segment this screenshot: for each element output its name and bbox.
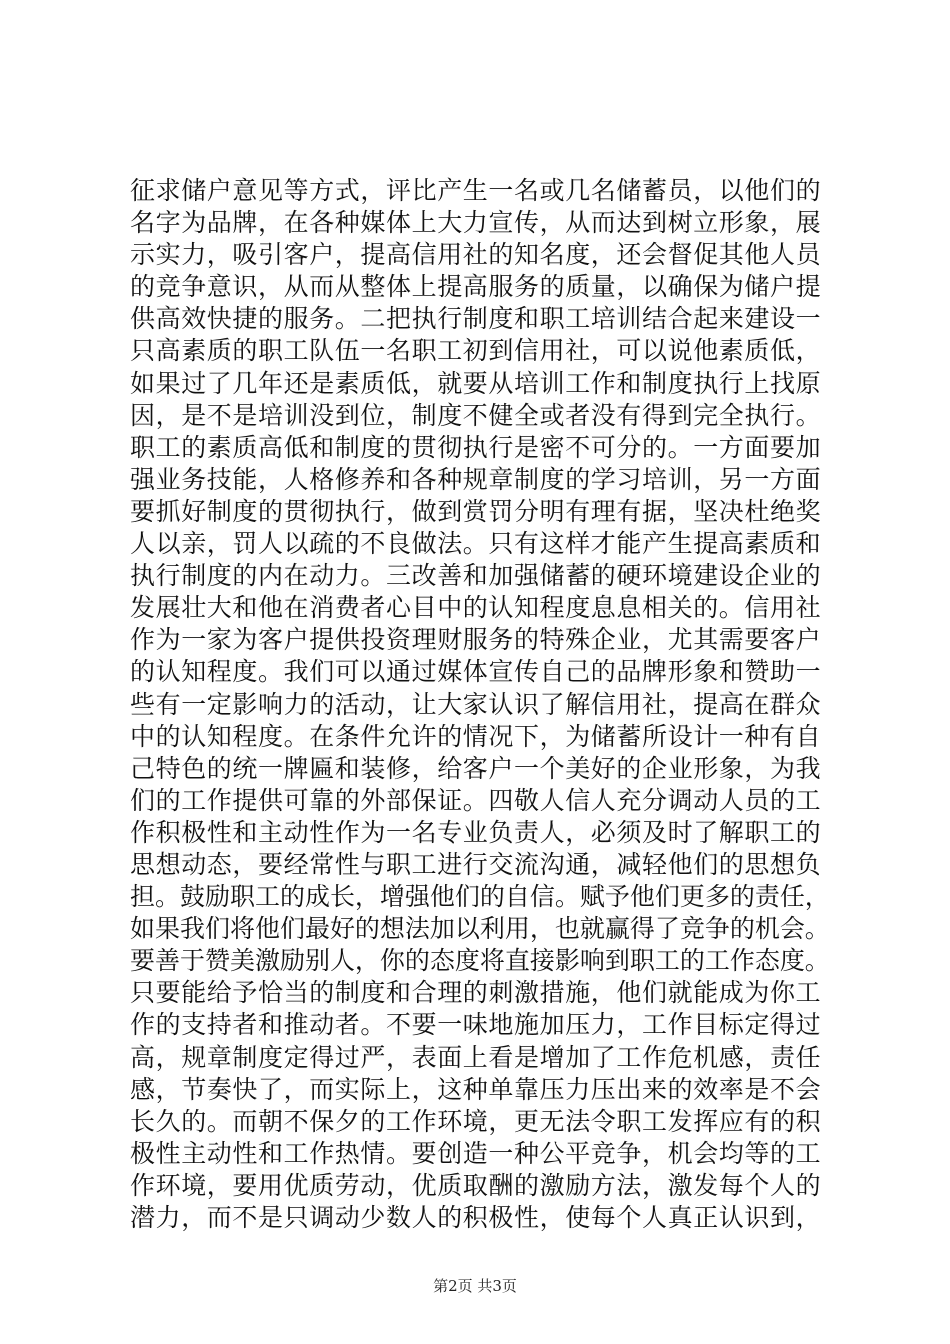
text-line: 己特色的统一牌匾和装修，给客户一个美好的企业形象，为我: [130, 753, 822, 783]
text-line: 征求储户意见等方式，评比产生一名或几名储蓄员，以他们的: [130, 176, 822, 205]
text-line: 中的认知程度。在条件允许的情况下，为储蓄所设计一种有自: [130, 721, 822, 751]
text-line: 长久的。而朝不保夕的工作环境，更无法令职工发挥应有的积: [130, 1106, 822, 1136]
text-line: 强业务技能，人格修养和各种规章制度的学习培训，另一方面: [130, 464, 822, 494]
body-text: [130, 175, 830, 1234]
text-line: 潜力，而不是只调动少数人的积极性，使每个人真正认识到，: [130, 1203, 822, 1232]
text-line: 如果我们将他们最好的想法加以利用，也就赢得了竞争的机会。: [130, 914, 830, 944]
text-line: 高，规章制度定得过严，表面上看是增加了工作危机感，责任: [130, 1042, 822, 1072]
text-line: 要善于赞美激励别人，你的态度将直接影响到职工的工作态度。: [130, 946, 830, 976]
text-line: 感，节奏快了，而实际上，这种单靠压力压出来的效率是不会: [130, 1074, 822, 1104]
text-line: 些有一定影响力的活动，让大家认识了解信用社，提高在群众: [130, 689, 822, 719]
text-line: 作的支持者和推动者。不要一味地施加压力，工作目标定得过: [130, 1010, 822, 1040]
text-line: 的竞争意识，从而从整体上提高服务的质量，以确保为储户提: [130, 272, 822, 302]
page-indicator: 第2页 共3页: [433, 1277, 517, 1295]
text-line: 担。鼓励职工的成长，增强他们的自信。赋予他们更多的责任，: [130, 882, 830, 912]
text-line: 名字为品牌，在各种媒体上大力宣传，从而达到树立形象，展: [130, 208, 822, 238]
text-line: 因，是不是培训没到位，制度不健全或者没有得到完全执行。: [130, 400, 822, 430]
text-line: 作为一家为客户提供投资理财服务的特殊企业，尤其需要客户: [130, 625, 822, 655]
text-line: 作环境，要用优质劳动，优质取酬的激励方法，激发每个人的: [130, 1170, 822, 1200]
text-line: 要抓好制度的贯彻执行，做到赏罚分明有理有据，坚决杜绝奖: [130, 496, 822, 526]
text-line: 们的工作提供可靠的外部保证。四敬人信人充分调动人员的工: [130, 785, 822, 815]
text-line: 职工的素质高低和制度的贯彻执行是密不可分的。一方面要加: [130, 432, 822, 462]
text-line: 人以亲，罚人以疏的不良做法。只有这样才能产生提高素质和: [130, 529, 822, 559]
text-line: 发展壮大和他在消费者心目中的认知程度息息相关的。信用社: [130, 593, 822, 623]
text-line: 示实力，吸引客户，提高信用社的知名度，还会督促其他人员: [130, 240, 822, 270]
text-line: 供高效快捷的服务。二把执行制度和职工培训结合起来建设一: [130, 304, 822, 334]
text-line: 执行制度的内在动力。三改善和加强储蓄的硬环境建设企业的: [130, 561, 822, 591]
text-line: 如果过了几年还是素质低，就要从培训工作和制度执行上找原: [130, 368, 822, 398]
text-line: 作积极性和主动性作为一名专业负责人，必须及时了解职工的: [130, 817, 822, 847]
text-line: 只高素质的职工队伍一名职工初到信用社，可以说他素质低，: [130, 336, 822, 366]
text-line: 只要能给予恰当的制度和合理的刺激措施，他们就能成为你工: [130, 978, 822, 1008]
text-line: 思想动态，要经常性与职工进行交流沟通，减轻他们的思想负: [130, 849, 822, 879]
text-line: 的认知程度。我们可以通过媒体宣传自己的品牌形象和赞助一: [130, 657, 822, 687]
text-line: 极性主动性和工作热情。要创造一种公平竞争，机会均等的工: [130, 1138, 822, 1168]
page-footer: [0, 1276, 950, 1296]
